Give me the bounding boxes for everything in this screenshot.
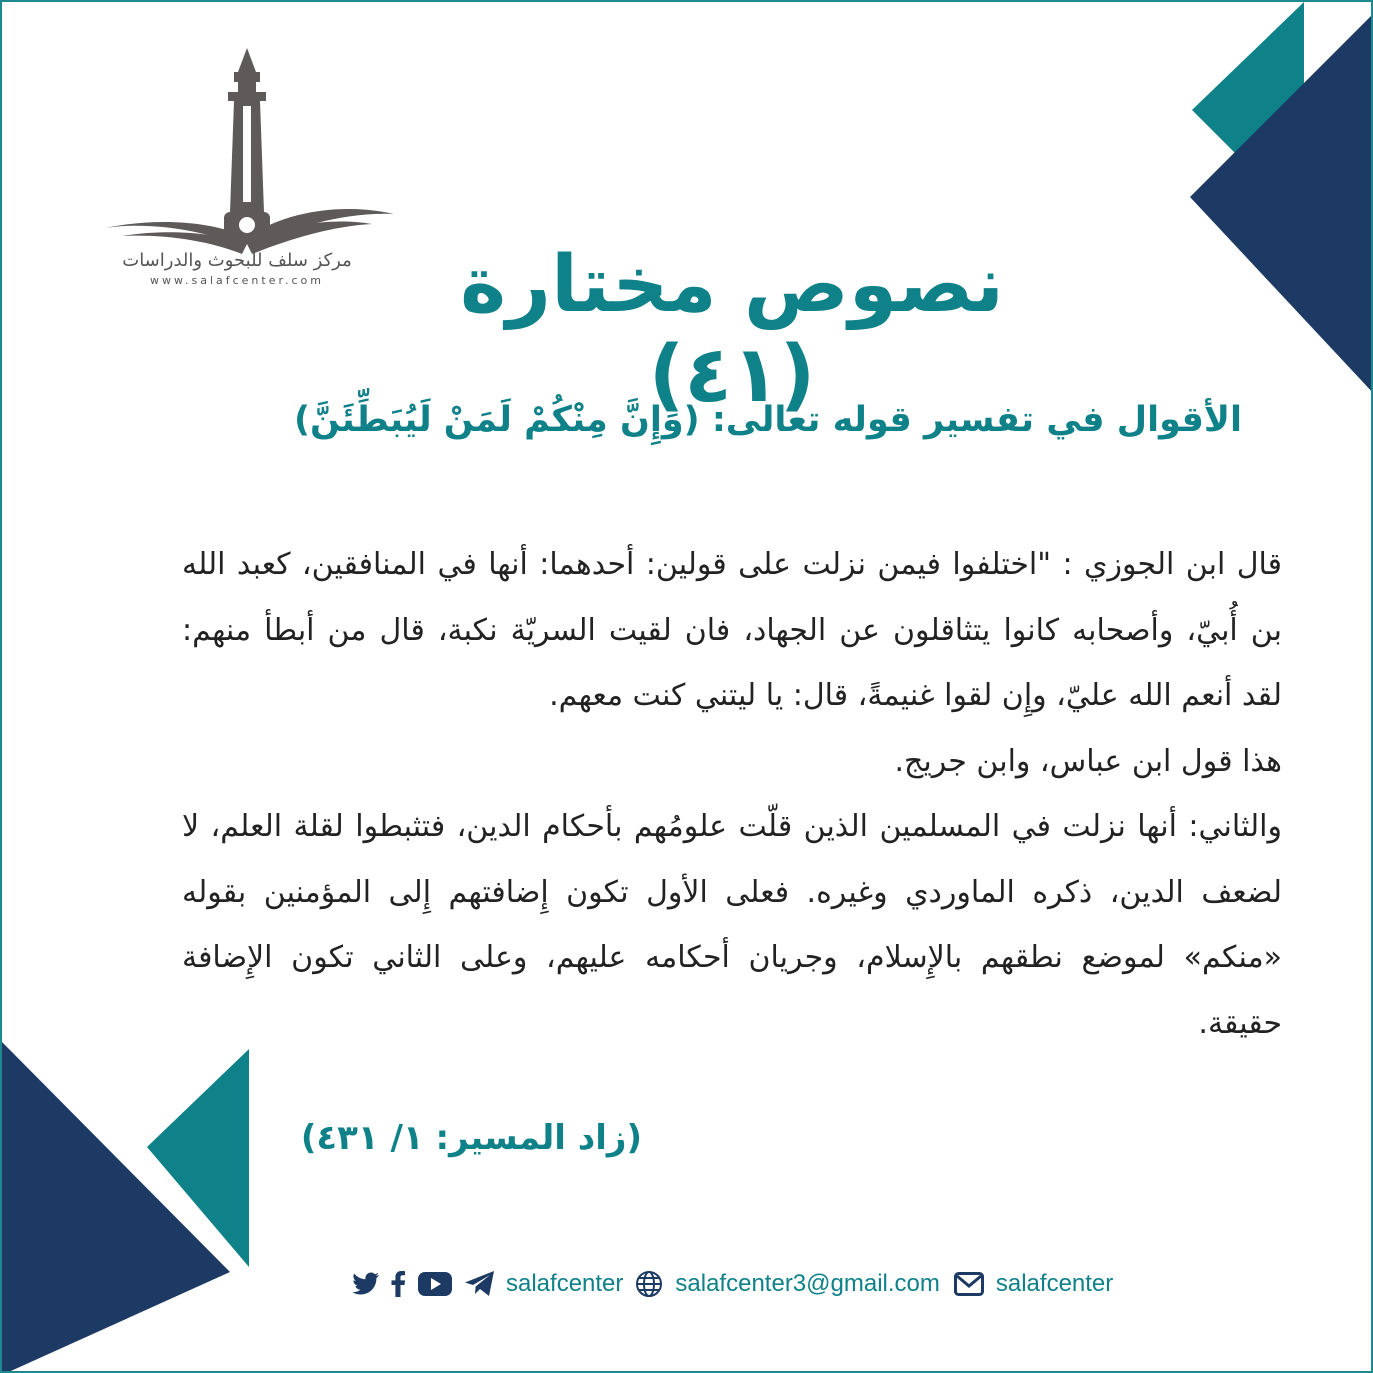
mail-handle[interactable]: salafcenter [995, 1270, 1114, 1297]
social-handle[interactable]: salafcenter [506, 1270, 624, 1297]
body-paragraph-3: والثاني: أنها نزلت في المسلمين الذين قلّت علومُهم بأحكام الدين، فتثبطوا لقلة العلم، لا لضعف الدين، ذكره الماوردي وغيره. فعلى الأول تكون إِضافتهم إِلى المؤمنين بقوله «منكم» لموضع نطقهم بالإِسلام، وجريان أحكامه عليهم، وعلى الثاني تكون الإِضافة حقيقة. [182, 809, 1282, 1041]
minaret-upper [238, 82, 256, 92]
facebook-icon[interactable] [390, 1271, 406, 1297]
globe-icon [635, 1270, 663, 1298]
logo-website-url: www.salafcenter.com [150, 274, 324, 287]
body-paragraph-1: قال ابن الجوزي : "اختلفوا فيمن نزلت على قولين: أحدهما: أنها في المنافقين، كعبد الله بن أُبيّ، وأصحابه كانوا يتثاقلون عن الجهاد، فان لقيت السريّة نكبة، قال من أبطأ منهم: لقد أنعم الله عليّ، وإِن لقوا غنيمةً، قال: يا ليتني كنت معهم. [182, 547, 1282, 713]
twitter-icon[interactable] [352, 1272, 380, 1296]
telegram-icon[interactable] [464, 1270, 496, 1298]
bottom-left-navy-triangle [2, 1042, 230, 1373]
page-title: نصوص مختارة (٤١) [460, 240, 1004, 420]
page-subtitle: الأقوال في تفسير قوله تعالى: (وَإِنَّ مِنْكُمْ لَمَنْ لَيُبَطِّئَنَّ) [294, 400, 1242, 440]
source-citation: (زاد المسير: ١/ ٤٣١) [300, 1118, 642, 1158]
minaret-balcony-top [234, 72, 260, 82]
pen-nib-tip [238, 48, 256, 72]
quote-body [182, 532, 1282, 1056]
contact-footer [352, 1264, 1182, 1304]
youtube-icon[interactable] [418, 1272, 452, 1296]
minaret-balcony [228, 92, 266, 101]
logo-center-name: مركز سلف للبحوث والدراسات [122, 250, 352, 271]
mail-icon [954, 1272, 984, 1296]
email-address[interactable]: salafcenter3@gmail.com [675, 1270, 940, 1297]
body-paragraph-2: هذا قول ابن عباس، وابن جريج. [894, 743, 1282, 779]
